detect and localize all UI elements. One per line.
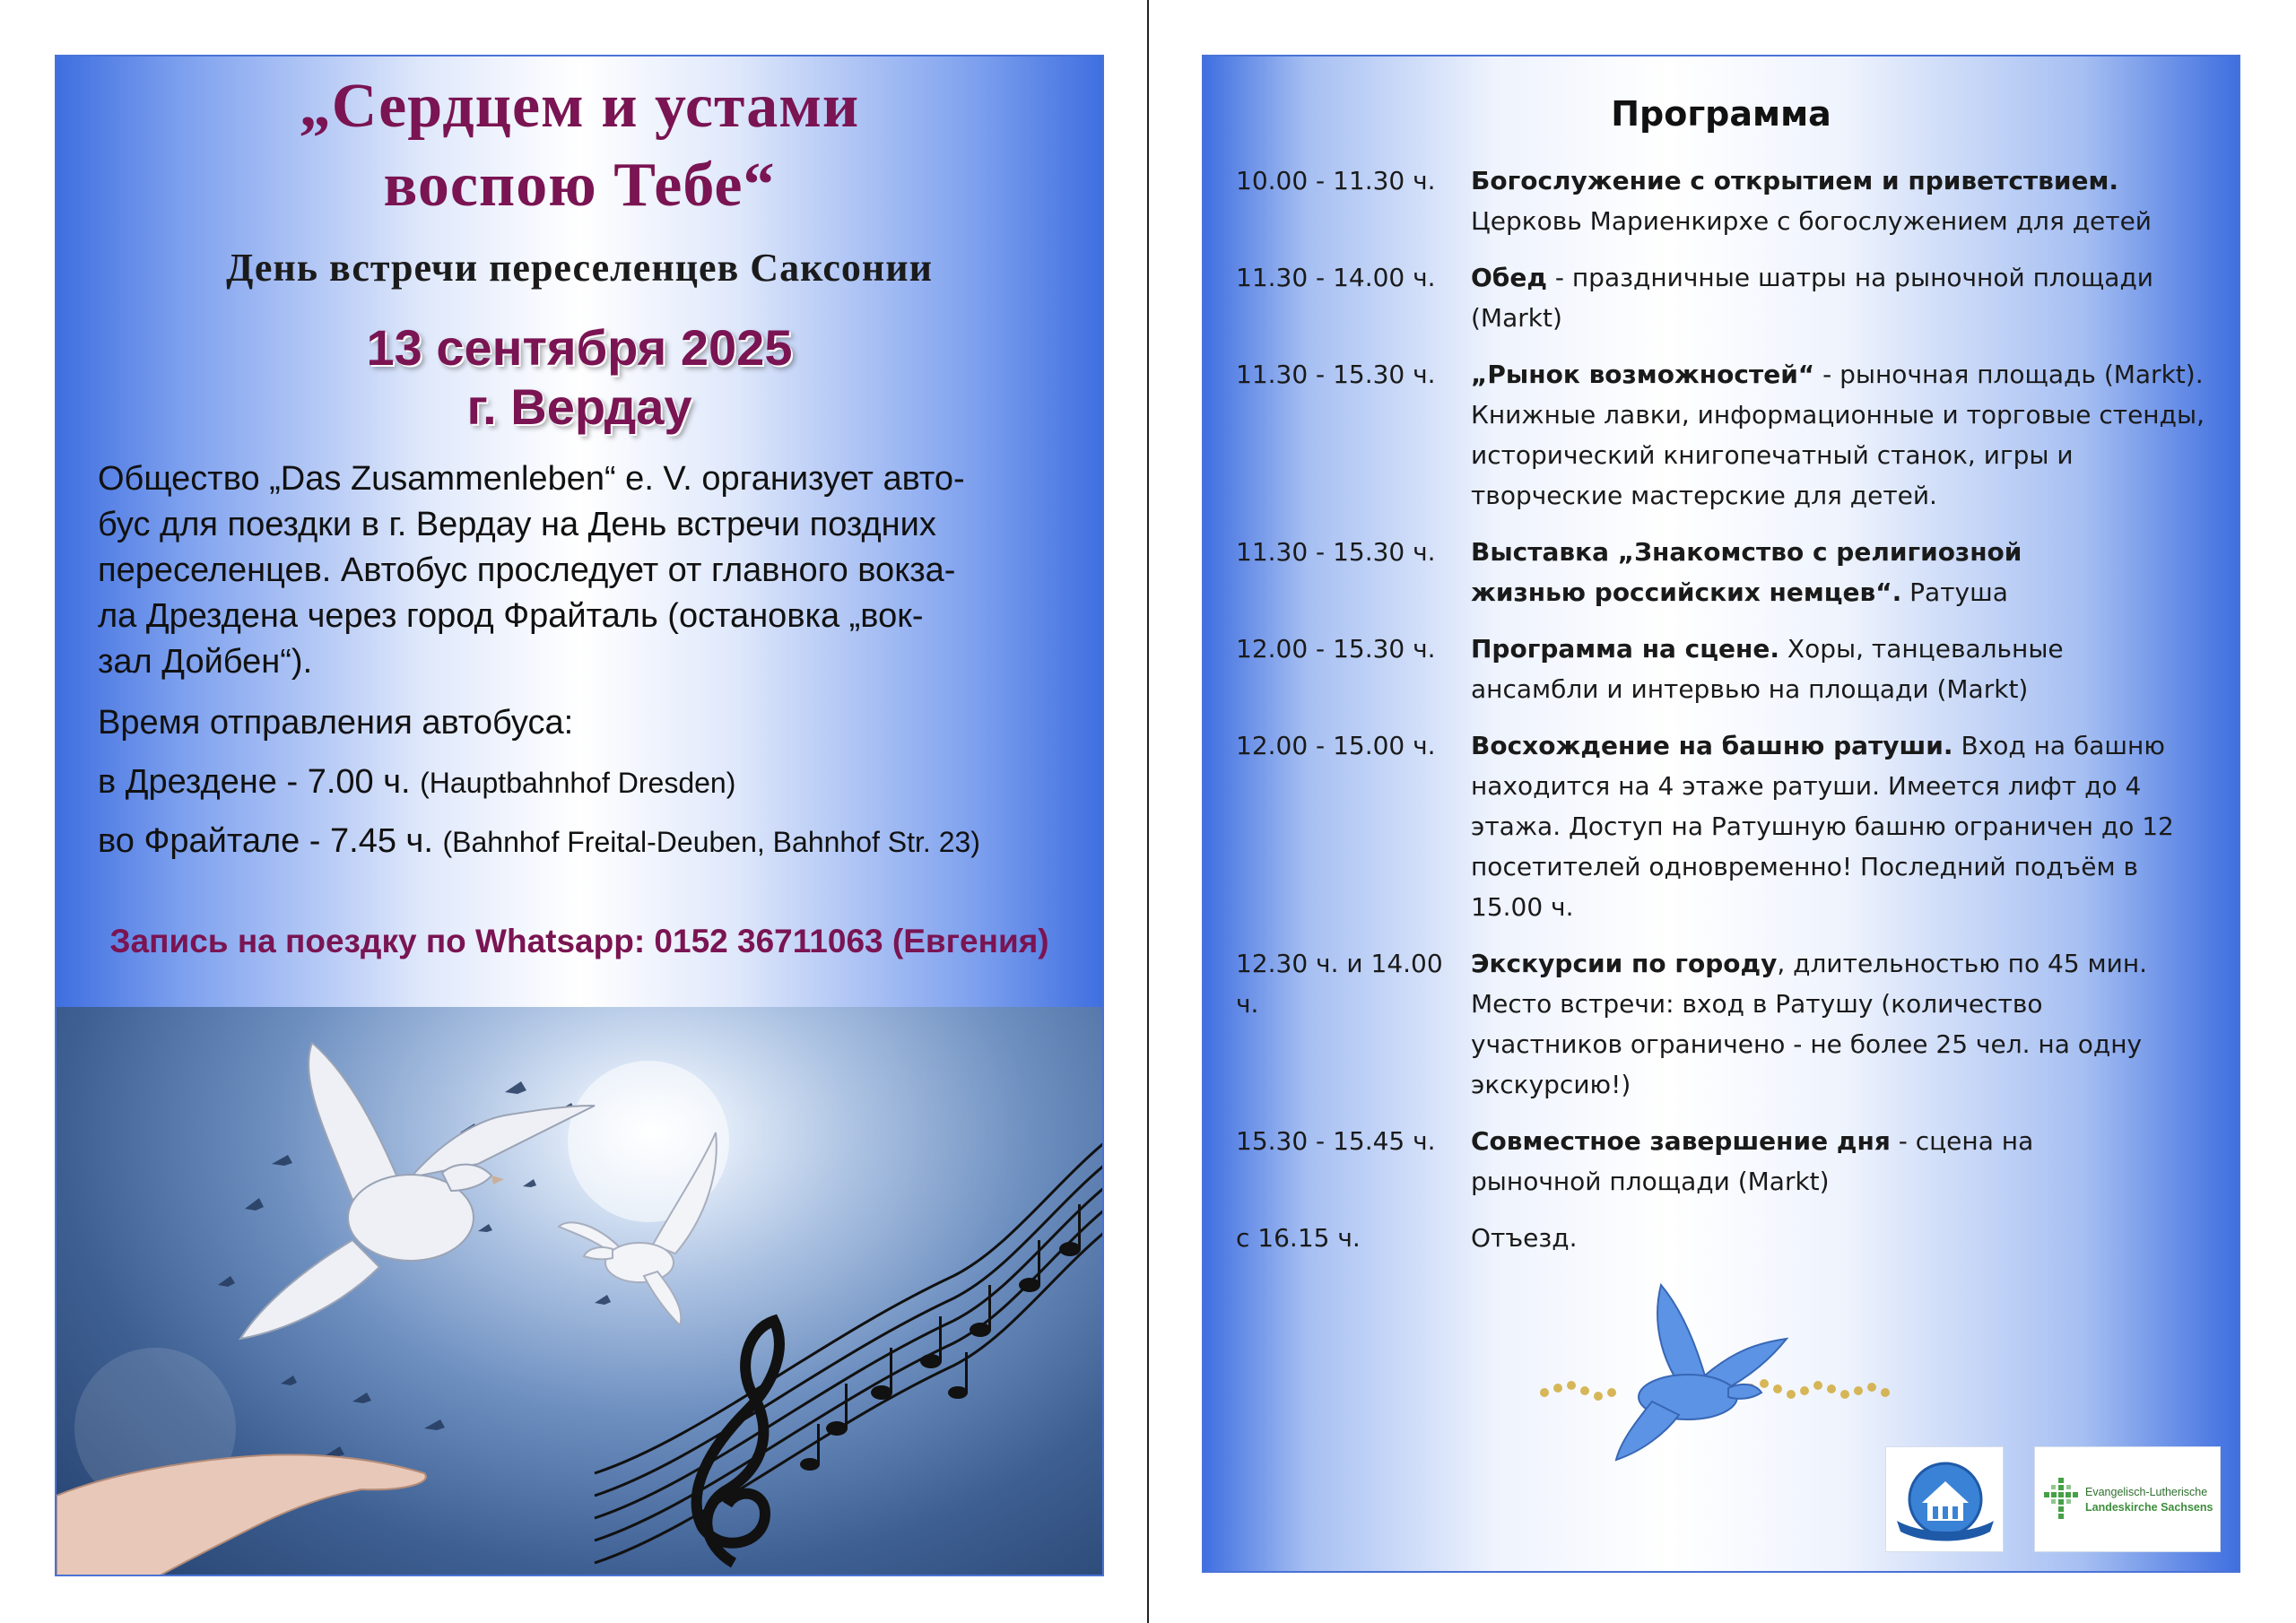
intro-line: бус для поездки в г. Вердау на День встречи поздних (98, 506, 936, 543)
schedule-text: Книжные лавки, информационные и торговые стенды, исторический книгопечатный станок, игры и творческие мастерские для детей. (1471, 400, 2205, 510)
schedule-item (1236, 257, 2222, 338)
departure-location: (Hauptbahnhof Dresden) (420, 767, 736, 799)
schedule-time: 11.30 - 14.00 ч. (1236, 263, 1436, 292)
schedule-text: , длительностью по 45 мин. (1777, 949, 2148, 978)
schedule-text: Вход на башню находится на 4 этаже ратуши. Имеется лифт до 4 этажа. Доступ на Ратушную башню ограничен до 12 посетителей одновременно! Последний подъём в 15.00 ч. (1471, 731, 2174, 922)
zusammenleben-logo (1885, 1446, 2004, 1552)
schedule-description (1471, 1121, 2117, 1202)
schedule-item (1236, 354, 2222, 516)
schedule-time: 12.30 ч. и 14.00 ч. (1236, 949, 1443, 1019)
schedule-description (1471, 725, 2188, 927)
society-emblem-icon (1886, 1447, 2005, 1553)
intro-line: Общество „Das Zusammenleben“ e. V. организует авто- (98, 460, 965, 498)
schedule-text: - сцена на рыночной площади (Markt) (1471, 1126, 2034, 1196)
doves-music-photo (57, 1007, 1102, 1576)
intro-paragraph (98, 456, 1075, 685)
departure-location: (Bahnhof Freital-Deuben, Bahnhof Str. 23) (442, 826, 980, 858)
headline-line-1: „Сердцем и устами (299, 72, 860, 141)
schedule-time: 10.00 - 11.30 ч. (1236, 166, 1436, 195)
schedule-item (1236, 161, 2222, 241)
intro-line: ла Дрездена через город Фрайталь (остановка „вок- (98, 597, 924, 635)
schedule-text: Ратуша (1901, 577, 2008, 607)
dotted-cross-icon (2042, 1476, 2082, 1524)
schedule-text: Отъезд. (1471, 1223, 1578, 1253)
program-title: Программа (1611, 94, 1831, 134)
signup-whatsapp: Запись на поездку по Whatsapp: 0152 36711063 (Евгения) (109, 923, 1049, 959)
schedule-text: - праздничные шатры на рыночной площади (1546, 263, 2154, 292)
departure-time: во Фрайтале - 7.45 ч. (98, 822, 433, 860)
flyer-back (1202, 55, 2240, 1573)
schedule-highlight: Совместное завершение дня (1471, 1126, 1891, 1156)
departure-freital (98, 822, 980, 861)
schedule-time: 12.00 - 15.30 ч. (1236, 634, 1436, 664)
schedule-item (1236, 943, 2222, 1105)
schedule-item (1236, 629, 2222, 709)
event-city: г. Вердау (466, 378, 692, 435)
schedule-item (1236, 725, 2222, 927)
schedule-highlight: Обед (1471, 263, 1547, 292)
schedule-time: с 16.15 ч. (1236, 1223, 1361, 1253)
departure-dresden (98, 763, 735, 802)
departure-time: в Дрездене - 7.00 ч. (98, 763, 411, 801)
schedule-highlight: „Рынок возможностей“ (1471, 360, 1815, 389)
flyer-front (55, 55, 1104, 1576)
schedule-text: (Markt) (1471, 303, 1562, 333)
schedule-highlight: Богослужение с открытием и приветствием. (1471, 166, 2118, 195)
schedule-time: 11.30 - 15.30 ч. (1236, 360, 1436, 389)
schedule-time: 11.30 - 15.30 ч. (1236, 537, 1436, 567)
program-schedule (1236, 161, 2222, 1258)
flyer-front-text-area (57, 56, 1102, 1007)
schedule-description (1471, 943, 2179, 1105)
schedule-text: Хоры, танцевальные ансамбли и интервью на площади (Markt) (1471, 634, 2064, 704)
schedule-description (1471, 629, 2170, 709)
schedule-highlight: Программа на сцене. (1471, 634, 1779, 664)
landeskirche-text (2085, 1485, 2213, 1515)
subtitle: День встречи переселенцев Саксонии (226, 246, 933, 290)
schedule-text: Место встречи: вход в Ратушу (количество участников ограничено - не более 25 чел. на одну экскурсию!) (1471, 989, 2143, 1099)
logo-line-1: Evangelisch-Lutherische (2085, 1486, 2208, 1498)
schedule-item (1236, 1121, 2222, 1202)
logo-line-2: Landeskirche Sachsens (2085, 1501, 2213, 1514)
page-divider (1147, 0, 1149, 1623)
departure-title: Время отправления автобуса: (98, 704, 574, 742)
schedule-time: 15.30 - 15.45 ч. (1236, 1126, 1436, 1156)
headline-line-2: воспою Тебе“ (383, 151, 776, 220)
schedule-text: - рыночная площадь (Markt). (1814, 360, 2204, 389)
schedule-highlight: Выставка „Знакомство с религиозной жизнью российских немцев“. (1471, 537, 2022, 607)
schedule-highlight: Экскурсии по городу (1471, 949, 1778, 978)
schedule-item (1236, 532, 2222, 612)
headline (57, 67, 1102, 225)
blue-dove-icon (1526, 1276, 1903, 1473)
schedule-description (1471, 532, 2081, 612)
schedule-description (1471, 1218, 2222, 1258)
schedule-time: 12.00 - 15.00 ч. (1236, 731, 1436, 760)
event-date: 13 сентября 2025 (366, 319, 793, 376)
schedule-description (1471, 257, 2222, 338)
schedule-text: Церковь Мариенкирхе с богослужением для детей (1471, 206, 2152, 236)
schedule-highlight: Восхождение на башню ратуши. (1471, 731, 1953, 760)
intro-line: переселенцев. Автобус проследует от главного вокза- (98, 551, 956, 589)
schedule-description (1471, 354, 2222, 516)
schedule-item (1236, 1218, 2222, 1258)
doves-illustration (57, 1007, 1102, 1576)
intro-line: зал Дойбен“). (98, 643, 313, 681)
landeskirche-logo (2034, 1446, 2221, 1552)
schedule-description (1471, 161, 2222, 241)
